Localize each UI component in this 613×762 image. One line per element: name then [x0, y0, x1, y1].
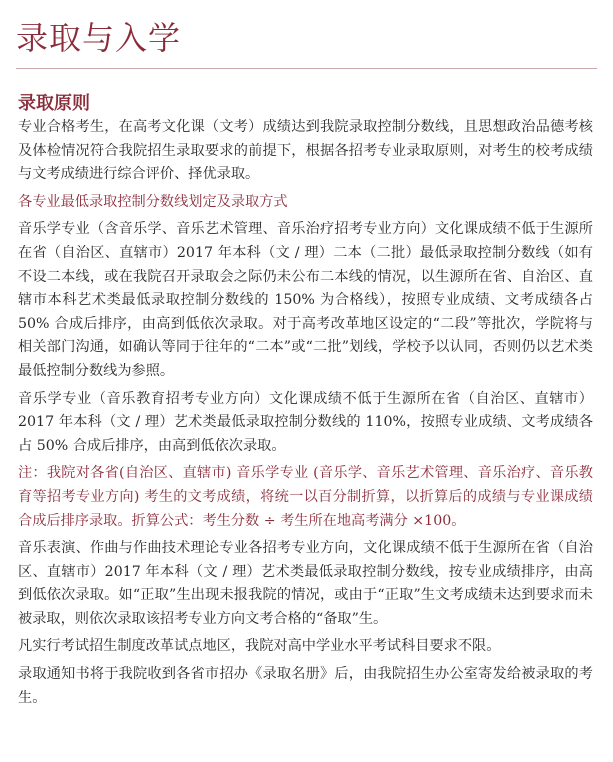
- title-divider: [16, 68, 597, 69]
- performance-composition-paragraph: 音乐表演、作曲与作曲技术理论专业各招考专业方向，文化课成绩不低于生源所在省（自治区、直辖市）2017 年本科（文 / 理）艺术类最低录取控制分数线，按专业成绩排序，由高到低依次录取。如“正取”生出现未报我院的情况，或由于“正取”生文考成绩未达到要求而未被录取，则依次录取该招考专业方向文考合格的“备取”生。: [18, 540, 593, 627]
- subsection-heading: 各专业最低录取控制分数线划定及录取方式: [18, 193, 288, 210]
- content-body: [18, 116, 593, 714]
- music-studies-paragraph: 音乐学专业（含音乐学、音乐艺术管理、音乐治疗招考专业方向）文化课成绩不低于生源所在省（自治区、直辖市）2017 年本科（文 / 理）二本（二批）最低录取控制分数线（如有不设二本线，或在我院召开录取会之际仍未公布二本线的情况，以生源所在省、自治区、直辖市本科艺术类最低录取控制分数线的 150% 为合格线），按照专业成绩、文考成绩各占 50% 合成后排序，由高到低依次录取。对于高考改革地区设定的“二段”等批次，学院将与相关部门沟通，如确认等同于往年的“二本”或“二批”划线，学校予以认同，否则仍以艺术类最低控制分数线为参照。: [18, 221, 593, 379]
- section-heading: 录取原则: [18, 93, 90, 114]
- music-education-paragraph: 音乐学专业（音乐教育招考专业方向）文化课成绩不低于生源所在省（自治区、直辖市）2017 年本科（文 / 理）艺术类最低录取控制分数线的 110%，按照专业成绩、文考成绩各占 50% 合成后排序，由高到低依次录取。: [18, 390, 593, 454]
- page-title: 录取与入学: [16, 19, 182, 57]
- reform-areas-paragraph: 凡实行考试招生制度改革试点地区，我院对高中学业水平考试科目要求不限。: [18, 638, 501, 655]
- admission-notice-paragraph: 录取通知书将于我院收到各省市招办《录取名册》后，由我院招生办公室寄发给被录取的考生。: [18, 666, 593, 706]
- score-conversion-note: 注：我院对各省(自治区、直辖市) 音乐学专业 (音乐学、音乐艺术管理、音乐治疗、音乐教育等招考专业方向) 考生的文考成绩，将统一以百分制折算，以折算后的成绩与专业课成绩合成后排序录取。折算公式：考生分数 ÷ 考生所在地高考满分 ×100。: [18, 465, 593, 529]
- intro-paragraph: 专业合格考生，在高考文化课（文考）成绩达到我院录取控制分数线，且思想政治品德考核及体检情况符合我院招生录取要求的前提下，根据各招考专业录取原则，对考生的校考成绩与文考成绩进行综合评价、择优录取。: [18, 119, 593, 183]
